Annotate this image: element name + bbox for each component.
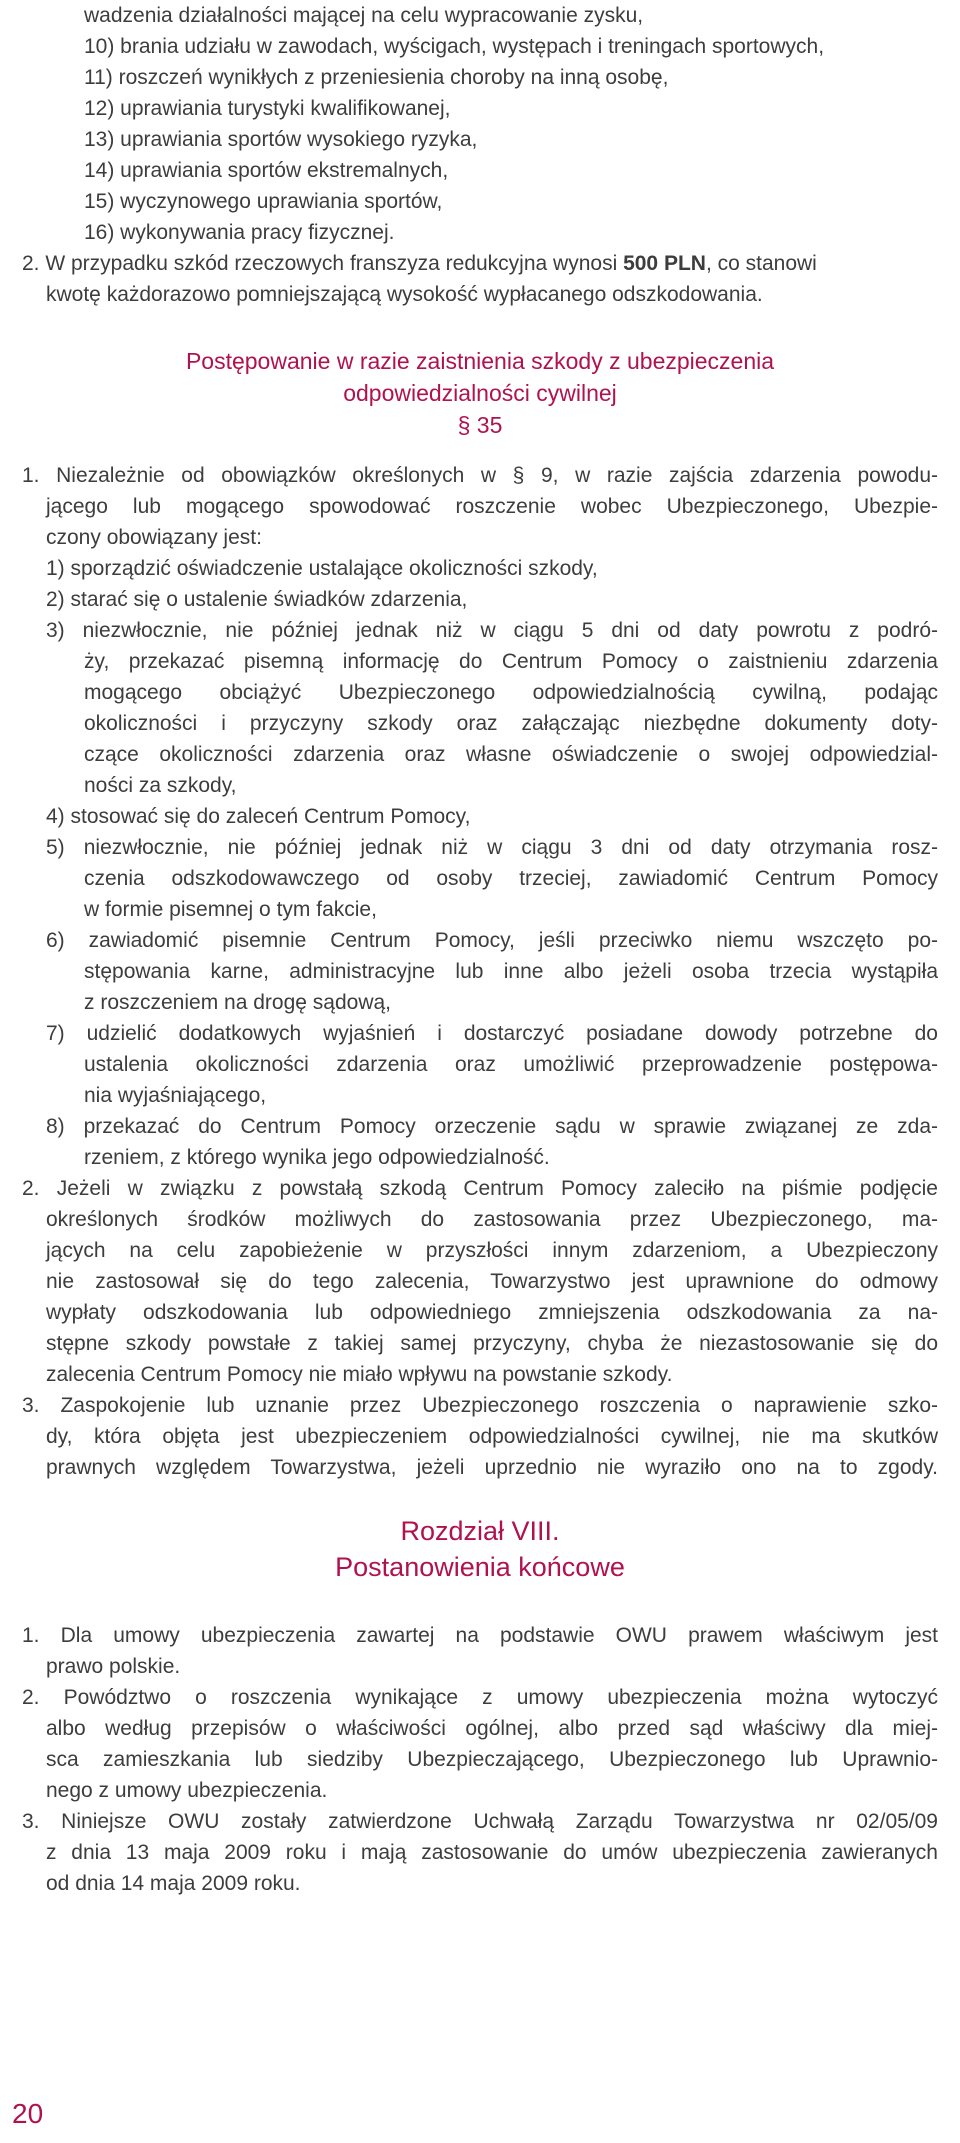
paragraph-line: czenia odszkodowawczego od osoby trzeciej, zawiadomić Centrum Pomocy <box>84 867 938 890</box>
list-item: 1) sporządzić oświadczenie ustalające okoliczności szkody, <box>46 557 598 580</box>
paragraph-line: czące okoliczności zdarzenia oraz własne oświadczenie o swojej odpowiedzial- <box>84 743 938 766</box>
list-item: 10) brania udziału w zawodach, wyścigach, występach i treningach sportowych, <box>84 35 825 58</box>
paragraph-line: rzeniem, z którego wynika jego odpowiedzialność. <box>84 1146 550 1169</box>
paragraph-line: w formie pisemnej o tym fakcie, <box>84 898 377 921</box>
paragraph-line: 1. Dla umowy ubezpieczenia zawartej na podstawie OWU prawem właściwym jest <box>22 1624 938 1647</box>
chapter-number: Rozdział VIII. <box>400 1516 560 1546</box>
paragraph-line: okoliczności i przyczyny szkody oraz załączając niezbędne dokumenty doty- <box>84 712 938 735</box>
paragraph-line: sca zamieszkania lub siedziby Ubezpieczającego, Ubezpieczonego lub Uprawnio- <box>46 1748 938 1771</box>
paragraph-line: od dnia 14 maja 2009 roku. <box>46 1872 301 1895</box>
list-item: 6) zawiadomić pisemnie Centrum Pomocy, jeśli przeciwko niemu wszczęto po- <box>46 929 938 952</box>
list-item: 11) roszczeń wynikłych z przeniesienia choroby na inną osobę, <box>84 66 669 89</box>
paragraph-line: jącego lub mogącego spowodować roszczenie wobec Ubezpieczonego, Ubezpie- <box>46 495 938 518</box>
paragraph-line: 3. Niniejsze OWU zostały zatwierdzone Uchwałą Zarządu Towarzystwa nr 02/05/09 <box>22 1810 938 1833</box>
paragraph-line: ustalenia okoliczności zdarzenia oraz umożliwić przeprowadzenie postępowa- <box>84 1053 938 1076</box>
heading-line: Postępowanie w razie zaistnienia szkody z ubezpieczenia <box>185 348 775 374</box>
paragraph-line: nie zastosował się do tego zalecenia, Towarzystwo jest uprawnione do odmowy <box>46 1270 938 1293</box>
list-item: 14) uprawiania sportów ekstremalnych, <box>84 159 449 182</box>
paragraph-line: zalecenia Centrum Pomocy nie miało wpływu na powstanie szkody. <box>46 1363 673 1386</box>
page-number: 20 <box>12 2098 44 2129</box>
paragraph-line: ży, przekazać pisemną informację do Centrum Pomocy o zaistnieniu zdarzenia <box>84 650 938 673</box>
paragraph-line: kwotę każdorazowo pomniejszającą wysokość wypłacanego odszkodowania. <box>46 283 763 306</box>
paragraph-line: prawnych względem Towarzystwa, jeżeli uprzednio nie wyraziło ono na to zgody. <box>46 1456 938 1479</box>
list-item: 5) niezwłocznie, nie później jednak niż w ciągu 3 dni od daty otrzymania rosz- <box>46 836 938 859</box>
paragraph-line: prawo polskie. <box>46 1655 181 1678</box>
paragraph-line: 2. Powództwo o roszczenia wynikające z umowy ubezpieczenia można wytoczyć <box>22 1686 938 1709</box>
section-number: § 35 <box>457 412 503 438</box>
list-item: 7) udzielić dodatkowych wyjaśnień i dostarczyć posiadane dowody potrzebne do <box>46 1022 938 1045</box>
list-item: 4) stosować się do zaleceń Centrum Pomocy, <box>46 805 471 828</box>
list-item: 16) wykonywania pracy fizycznej. <box>84 221 395 244</box>
list-item: wadzenia działalności mającej na celu wypracowanie zysku, <box>84 4 644 27</box>
text-segment: 2. W przypadku szkód rzeczowych franszyza redukcyjna wynosi <box>22 252 624 275</box>
chapter-title: Postanowienia końcowe <box>335 1552 625 1582</box>
paragraph-line: czony obowiązany jest: <box>46 526 262 549</box>
paragraph-line: stępne szkody powstałe z takiej samej przyczyny, chyba że niezastosowanie się do <box>46 1332 938 1355</box>
list-item: 12) uprawiania turystyki kwalifikowanej, <box>84 97 451 120</box>
list-item: 13) uprawiania sportów wysokiego ryzyka, <box>84 128 478 151</box>
list-item: 2) starać się o ustalenie świadków zdarzenia, <box>46 588 468 611</box>
paragraph-line: mogącego obciążyć Ubezpieczonego odpowiedzialnością cywilną, podając <box>84 681 938 704</box>
paragraph-line: z dnia 13 maja 2009 roku i mają zastosowanie do umów ubezpieczenia zawieranych <box>46 1841 938 1864</box>
paragraph-line: nia wyjaśniającego, <box>84 1084 267 1107</box>
paragraph-line: jących na celu zapobieżenie w przyszłości innym zdarzeniom, a Ubezpieczony <box>46 1239 938 1262</box>
paragraph-line: z roszczeniem na drogę sądową, <box>84 991 391 1014</box>
list-item: 15) wyczynowego uprawiania sportów, <box>84 190 443 213</box>
paragraph-line: dy, która objęta jest ubezpieczeniem odpowiedzialności cywilnej, nie ma skutków <box>46 1425 938 1448</box>
paragraph-line: stępowania karne, administracyjne lub inne albo jeżeli osoba trzecia wystąpiła <box>84 960 938 983</box>
paragraph-line: albo według przepisów o właściwości ogólnej, albo przed sąd właściwy dla miej- <box>46 1717 938 1740</box>
paragraph-line: określonych środków możliwych do zastosowania przez Ubezpieczonego, ma- <box>46 1208 938 1231</box>
paragraph-line: nego z umowy ubezpieczenia. <box>46 1779 328 1802</box>
text-segment: , co stanowi <box>705 252 817 275</box>
paragraph-line: 3. Zaspokojenie lub uznanie przez Ubezpieczonego roszczenia o naprawienie szko- <box>22 1394 938 1417</box>
list-item: 8) przekazać do Centrum Pomocy orzeczenie sądu w sprawie związanej ze zda- <box>46 1115 938 1138</box>
paragraph-line: 1. Niezależnie od obowiązków określonych w § 9, w razie zajścia zdarzenia powodu- <box>22 464 938 487</box>
paragraph-line <box>22 248 817 279</box>
paragraph-line: 2. Jeżeli w związku z powstałą szkodą Centrum Pomocy zaleciło na piśmie podjęcie <box>22 1177 938 1200</box>
heading-line: odpowiedzialności cywilnej <box>343 380 617 406</box>
list-item: 3) niezwłocznie, nie później jednak niż w ciągu 5 dni od daty powrotu z podró- <box>46 619 938 642</box>
paragraph-line: ności za szkody, <box>84 774 237 797</box>
paragraph-line: wypłaty odszkodowania lub odpowiedniego zmniejszenia odszkodowania za na- <box>46 1301 938 1324</box>
franchise-amount: 500 PLN <box>623 252 706 275</box>
